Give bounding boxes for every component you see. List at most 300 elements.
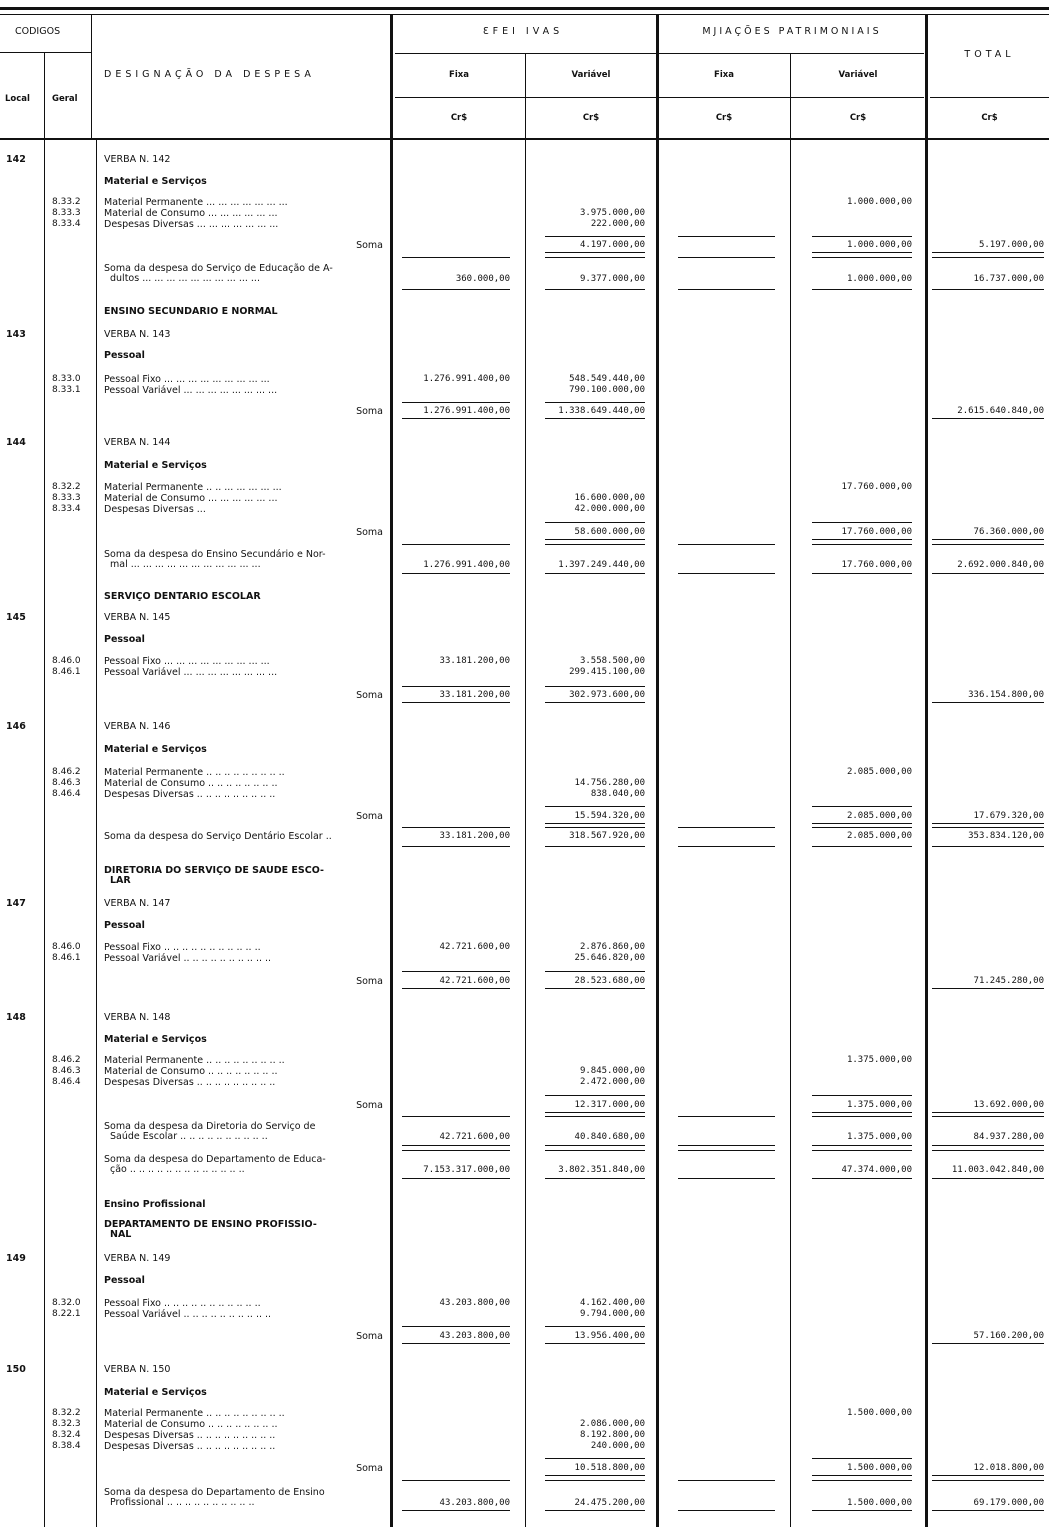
top-rule (0, 7, 1049, 10)
value-mv: 1.000.000,00 (846, 240, 912, 250)
item-description: Material e Serviços (104, 744, 207, 755)
code-geral: 8.32.2 (52, 1408, 81, 1418)
value-mv: 47.374.000,00 (841, 1165, 912, 1175)
sum-rule-mv (812, 1480, 912, 1481)
item-description: Pessoal (104, 350, 145, 361)
sum-rule-ev (545, 539, 645, 540)
sum-rule-total (932, 252, 1044, 253)
sum-rule-mv (812, 573, 912, 574)
soma-label: Soma (356, 240, 383, 251)
value-mv: 2.085.000,00 (846, 811, 912, 821)
sum-rule-mv (812, 806, 912, 807)
sum-rule-ef (402, 1480, 510, 1481)
value-ev: 42.000.000,00 (574, 504, 645, 514)
sum-rule-ev (545, 1116, 645, 1117)
sum-rule-total (932, 702, 1044, 703)
value-ev: 9.845.000,00 (579, 1066, 645, 1076)
sum-rule-total (932, 1150, 1044, 1151)
code-geral: 8.22.1 (52, 1309, 81, 1319)
value-ev: 240.000,00 (590, 1441, 645, 1451)
sum-rule-mv (812, 289, 912, 290)
sum-rule-ev (545, 827, 645, 828)
header-mutacoes-fixa: Fixa (714, 70, 734, 80)
code-geral: 8.38.4 (52, 1441, 81, 1451)
sum-rule-ev (545, 988, 645, 989)
sum-rule-ev (545, 971, 645, 972)
item-description: DIRETORIA DO SERVIÇO DE SAUDE ESCO- (104, 865, 324, 876)
item-description: Material Permanente .. .. .. .. .. .. .. .. .. (104, 1055, 285, 1066)
value-ev: 838.040,00 (590, 789, 645, 799)
item-description: Material Permanente .. .. .. .. .. .. .. .. .. (104, 1408, 285, 1419)
value-ev: 1.338.649.440,00 (558, 406, 645, 416)
value-ev: 8.192.800,00 (579, 1430, 645, 1440)
code-geral: 8.33.3 (52, 208, 81, 218)
header-currency-mf: Cr$ (715, 113, 733, 123)
item-description-cont: LAR (110, 875, 131, 886)
header-mutacoes-variavel: Variável (838, 70, 878, 80)
sum-rule-ev (545, 236, 645, 237)
item-description: Soma da despesa do Serviço de Educação de A- (104, 263, 333, 274)
value-mv: 1.500.000,00 (846, 1498, 912, 1508)
item-description: Soma da despesa do Serviço Dentário Escolar .. (104, 831, 332, 842)
item-description: Pessoal Fixo ... ... ... ... ... ... ... ... ... (104, 656, 270, 667)
sum-rule-ev (545, 702, 645, 703)
value-ef: 33.181.200,00 (439, 690, 510, 700)
sum-rule-mv (812, 252, 912, 253)
item-description: Pessoal Variável .. .. .. .. .. .. .. .. .. .. (104, 953, 272, 964)
code-geral: 8.32.3 (52, 1419, 81, 1429)
header-geral: Geral (52, 94, 78, 104)
sum-rule-ev (545, 686, 645, 687)
value-total: 84.937.280,00 (973, 1132, 1044, 1142)
soma-label: Soma (356, 976, 383, 987)
code-geral: 8.46.4 (52, 1077, 81, 1087)
code-geral: 8.46.0 (52, 656, 81, 666)
value-mv: 1.500.000,00 (846, 1463, 912, 1473)
item-description: Material Permanente ... ... ... ... ... ... ... (104, 197, 288, 208)
sum-rule-total (932, 539, 1044, 540)
item-description: Material Permanente .. .. .. .. .. .. .. .. .. (104, 767, 285, 778)
sum-rule-ef (402, 1178, 510, 1179)
sum-rule-ev (545, 1326, 645, 1327)
code-geral: 8.33.4 (52, 504, 81, 514)
value-mv: 1.000.000,00 (846, 197, 912, 207)
sum-rule-mf (678, 846, 775, 847)
sum-rule-ef (402, 1150, 510, 1151)
sum-rule-mv (812, 846, 912, 847)
header-rule-sub (395, 97, 924, 98)
value-ev: 4.162.400,00 (579, 1298, 645, 1308)
item-description: Material de Consumo .. .. .. .. .. .. .. .. (104, 1066, 278, 1077)
code-geral: 8.33.0 (52, 374, 81, 384)
sum-rule-total (932, 1145, 1044, 1146)
sum-rule-total (932, 1475, 1044, 1476)
sum-rule-ev (545, 257, 645, 258)
item-description-cont: dultos ... ... ... ... ... ... ... ... ... ... (110, 273, 260, 284)
sum-rule-mf (678, 1178, 775, 1179)
vrule-local-header (44, 52, 45, 140)
value-mv: 17.760.000,00 (841, 560, 912, 570)
sum-rule-mv (812, 1095, 912, 1096)
item-description: Material e Serviços (104, 1034, 207, 1045)
item-description: Despesas Diversas ... (104, 504, 206, 515)
value-total: 336.154.800,00 (968, 690, 1044, 700)
soma-label: Soma (356, 1463, 383, 1474)
item-description: VERBA N. 143 (104, 329, 171, 340)
sum-rule-mf (678, 257, 775, 258)
sum-rule-ef (402, 257, 510, 258)
item-description: Pessoal Variável .. .. .. .. .. .. .. .. .. .. (104, 1309, 272, 1320)
sum-rule-mf (678, 1480, 775, 1481)
value-ev: 14.756.280,00 (574, 778, 645, 788)
item-description: Material de Consumo .. .. .. .. .. .. .. .. (104, 1419, 278, 1430)
soma-label: Soma (356, 1331, 383, 1342)
item-description: DEPARTAMENTO DE ENSINO PROFISSIO- (104, 1219, 317, 1230)
value-ev: 1.397.249.440,00 (558, 560, 645, 570)
soma-label: Soma (356, 690, 383, 701)
value-mv: 17.760.000,00 (841, 482, 912, 492)
code-geral: 8.46.2 (52, 767, 81, 777)
sum-rule-ef (402, 1326, 510, 1327)
value-ev: 2.472.000,00 (579, 1077, 645, 1087)
sum-rule-mf (678, 1145, 775, 1146)
item-description: Material e Serviços (104, 1387, 207, 1398)
item-description: Despesas Diversas ... ... ... ... ... ... ... (104, 219, 279, 230)
sum-rule-mv (812, 1178, 912, 1179)
item-description: VERBA N. 147 (104, 898, 171, 909)
value-mv: 2.085.000,00 (846, 831, 912, 841)
sum-rule-total (932, 1116, 1044, 1117)
header-rule-groups (395, 53, 924, 54)
value-ev: 3.975.000,00 (579, 208, 645, 218)
item-description: Material Permanente .. .. ... ... ... ... ... (104, 482, 282, 493)
sum-rule-total (932, 418, 1044, 419)
sum-rule-ev (545, 1095, 645, 1096)
value-ef: 42.721.600,00 (439, 942, 510, 952)
code-geral: 8.33.3 (52, 493, 81, 503)
code-local: 144 (6, 437, 26, 448)
value-ev: 12.317.000,00 (574, 1100, 645, 1110)
item-description: Despesas Diversas .. .. .. .. .. .. .. .. .. (104, 1077, 276, 1088)
sum-rule-ev (545, 823, 645, 824)
sum-rule-total (932, 846, 1044, 847)
value-ev: 13.956.400,00 (574, 1331, 645, 1341)
header-codigos: CODIGOS (15, 26, 61, 37)
value-mv: 1.500.000,00 (846, 1408, 912, 1418)
vrule-local (44, 140, 45, 1527)
value-mv: 1.375.000,00 (846, 1055, 912, 1065)
header-designacao: DESIGNAÇÃO DA DESPESA (104, 69, 315, 80)
item-description: Pessoal Fixo ... ... ... ... ... ... ... ... ... (104, 374, 270, 385)
item-description: Material de Consumo .. .. .. .. .. .. .. .. (104, 778, 278, 789)
sum-rule-ef (402, 988, 510, 989)
value-total: 16.737.000,00 (973, 274, 1044, 284)
value-total: 2.615.640.840,00 (957, 406, 1044, 416)
value-ef: 43.203.800,00 (439, 1498, 510, 1508)
sum-rule-ef (402, 827, 510, 828)
code-local: 143 (6, 329, 26, 340)
item-description: Pessoal (104, 1275, 145, 1286)
sum-rule-ev (545, 1150, 645, 1151)
value-ev: 15.594.320,00 (574, 811, 645, 821)
header-currency-ev: Cr$ (582, 113, 600, 123)
item-description: Pessoal Fixo .. .. .. .. .. .. .. .. .. .. .. (104, 942, 261, 953)
sum-rule-ef (402, 846, 510, 847)
item-description: ENSINO SECUNDARIO E NORMAL (104, 306, 278, 317)
item-description: Material de Consumo ... ... ... ... ... ... (104, 493, 278, 504)
value-total: 13.692.000,00 (973, 1100, 1044, 1110)
sum-rule-total (932, 988, 1044, 989)
sum-rule-ev (545, 1480, 645, 1481)
value-ev: 24.475.200,00 (574, 1498, 645, 1508)
item-description: VERBA N. 146 (104, 721, 171, 732)
value-total: 76.360.000,00 (973, 527, 1044, 537)
item-description: Pessoal Variável ... ... ... ... ... ... ... ... (104, 667, 278, 678)
item-description: Despesas Diversas .. .. .. .. .. .. .. .. .. (104, 789, 276, 800)
sum-rule-ev (545, 544, 645, 545)
item-description-cont: mal ... ... ... ... ... ... ... ... ... ... ... (110, 559, 261, 570)
soma-label: Soma (356, 1100, 383, 1111)
sum-rule-ef (402, 686, 510, 687)
value-ev: 16.600.000,00 (574, 493, 645, 503)
value-ev: 9.794.000,00 (579, 1309, 645, 1319)
value-total: 12.018.800,00 (973, 1463, 1044, 1473)
code-geral: 8.32.4 (52, 1430, 81, 1440)
item-description: Soma da despesa da Diretoria do Serviço de (104, 1121, 316, 1132)
sum-rule-ev (545, 418, 645, 419)
sum-rule-ev (545, 1458, 645, 1459)
code-geral: 8.46.1 (52, 953, 81, 963)
soma-label: Soma (356, 811, 383, 822)
value-total: 57.160.200,00 (973, 1331, 1044, 1341)
header-currency-total: Cr$ (981, 113, 998, 123)
sum-rule-mf (678, 1150, 775, 1151)
sum-rule-mv (812, 1510, 912, 1511)
value-total: 2.692.000.840,00 (957, 560, 1044, 570)
header-local: Local (5, 94, 30, 104)
sum-rule-mv (812, 1458, 912, 1459)
value-total: 17.679.320,00 (973, 811, 1044, 821)
value-ef: 1.276.991.400,00 (423, 560, 510, 570)
value-ev: 2.086.000,00 (579, 1419, 645, 1429)
value-ef: 1.276.991.400,00 (423, 374, 510, 384)
item-description: VERBA N. 144 (104, 437, 171, 448)
value-ev: 318.567.920,00 (569, 831, 645, 841)
value-ev: 9.377.000,00 (579, 274, 645, 284)
value-mv: 1.000.000,00 (846, 274, 912, 284)
sum-rule-ev (545, 402, 645, 403)
item-description: Pessoal Fixo .. .. .. .. .. .. .. .. .. .. .. (104, 1298, 261, 1309)
value-ev: 10.518.800,00 (574, 1463, 645, 1473)
sum-rule-ef (402, 573, 510, 574)
value-ev: 28.523.680,00 (574, 976, 645, 986)
sum-rule-ef (402, 418, 510, 419)
sum-rule-ev (545, 1145, 645, 1146)
code-geral: 8.46.0 (52, 942, 81, 952)
sum-rule-mv (812, 827, 912, 828)
sum-rule-mf (678, 236, 775, 237)
value-ef: 42.721.600,00 (439, 1132, 510, 1142)
sum-rule-mf (678, 573, 775, 574)
value-ev: 3.558.500,00 (579, 656, 645, 666)
value-ev: 3.802.351.840,00 (558, 1165, 645, 1175)
item-description: VERBA N. 142 (104, 154, 171, 165)
item-description-cont: Profissional .. .. .. .. .. .. .. .. .. .. (110, 1497, 255, 1508)
sum-rule-mf (678, 1116, 775, 1117)
value-ev: 548.549.440,00 (569, 374, 645, 384)
code-geral: 8.46.3 (52, 778, 81, 788)
code-geral: 8.46.3 (52, 1066, 81, 1076)
item-description: VERBA N. 145 (104, 612, 171, 623)
value-ef: 1.276.991.400,00 (423, 406, 510, 416)
sum-rule-mf (678, 544, 775, 545)
code-geral: 8.33.4 (52, 219, 81, 229)
code-local: 145 (6, 612, 26, 623)
value-total: 71.245.280,00 (973, 976, 1044, 986)
value-ev: 40.840.680,00 (574, 1132, 645, 1142)
value-ev: 25.646.820,00 (574, 953, 645, 963)
value-total: 69.179.000,00 (973, 1498, 1044, 1508)
item-description: Despesas Diversas .. .. .. .. .. .. .. .. .. (104, 1430, 276, 1441)
sum-rule-mv (812, 823, 912, 824)
sum-rule-total (932, 1343, 1044, 1344)
sum-rule-ev (545, 289, 645, 290)
item-description: VERBA N. 150 (104, 1364, 171, 1375)
item-description: Pessoal (104, 920, 145, 931)
header-efetivas: ƐFEI IVAS (482, 26, 564, 37)
value-total: 353.834.120,00 (968, 831, 1044, 841)
sum-rule-ev (545, 252, 645, 253)
sum-rule-mv (812, 1475, 912, 1476)
sum-rule-mf (678, 827, 775, 828)
value-total: 5.197.000,00 (978, 240, 1044, 250)
value-mv: 1.375.000,00 (846, 1132, 912, 1142)
sum-rule-mv (812, 544, 912, 545)
header-rule-codigos (0, 52, 91, 53)
item-description: Soma da despesa do Departamento de Ensino (104, 1487, 325, 1498)
sum-rule-total (932, 823, 1044, 824)
sum-rule-ev (545, 522, 645, 523)
sum-rule-mv (812, 236, 912, 237)
item-description: Soma da despesa do Departamento de Educa- (104, 1154, 326, 1165)
value-ef: 43.203.800,00 (439, 1298, 510, 1308)
value-ev: 2.876.860,00 (579, 942, 645, 952)
sum-rule-mv (812, 1112, 912, 1113)
value-mv: 2.085.000,00 (846, 767, 912, 777)
sum-rule-ev (545, 573, 645, 574)
sum-rule-ev (545, 1178, 645, 1179)
top-rule-thin (0, 14, 1049, 15)
value-ev: 790.100.000,00 (569, 385, 645, 395)
sum-rule-mf (678, 1510, 775, 1511)
sum-rule-ev (545, 806, 645, 807)
sum-rule-ev (545, 846, 645, 847)
code-geral: 8.33.2 (52, 197, 81, 207)
sum-rule-mf (678, 289, 775, 290)
sum-rule-ef (402, 1343, 510, 1344)
code-geral: 8.33.1 (52, 385, 81, 395)
soma-label: Soma (356, 527, 383, 538)
value-ev: 222.000,00 (590, 219, 645, 229)
sum-rule-total (932, 1510, 1044, 1511)
sum-rule-ef (402, 289, 510, 290)
code-local: 147 (6, 898, 26, 909)
sum-rule-ef (402, 702, 510, 703)
sum-rule-ev (545, 1510, 645, 1511)
item-description: Material e Serviços (104, 460, 207, 471)
vrule-ev (656, 14, 659, 1527)
sum-rule-ev (545, 1112, 645, 1113)
code-geral: 8.32.2 (52, 482, 81, 492)
header-mutacoes: MJIAÇÕES PATRIMONIAIS (702, 26, 882, 37)
value-ef: 360.000,00 (455, 274, 510, 284)
sum-rule-ef (402, 544, 510, 545)
item-description: Pessoal (104, 634, 145, 645)
sum-rule-total (932, 827, 1044, 828)
sum-rule-ef (402, 971, 510, 972)
header-efetivas-fixa: Fixa (449, 70, 469, 80)
value-ef: 42.721.600,00 (439, 976, 510, 986)
sum-rule-total (932, 1178, 1044, 1179)
value-total: 11.003.042.840,00 (951, 1165, 1044, 1175)
value-ev: 58.600.000,00 (574, 527, 645, 537)
sum-rule-ef (402, 1510, 510, 1511)
sum-rule-total (932, 289, 1044, 290)
code-local: 149 (6, 1253, 26, 1264)
item-description: Pessoal Variável ... ... ... ... ... ... ... ... (104, 385, 278, 396)
sum-rule-mv (812, 257, 912, 258)
code-geral: 8.46.4 (52, 789, 81, 799)
sum-rule-ef (402, 402, 510, 403)
value-ef: 33.181.200,00 (439, 831, 510, 841)
item-description: VERBA N. 148 (104, 1012, 171, 1023)
value-ef: 33.181.200,00 (439, 656, 510, 666)
item-description: Despesas Diversas .. .. .. .. .. .. .. .. .. (104, 1441, 276, 1452)
item-description-cont: Saúde Escolar .. .. .. .. .. .. .. .. .. .. (110, 1131, 268, 1142)
code-local: 148 (6, 1012, 26, 1023)
header-rule-total (930, 97, 1049, 98)
header-currency-ef: Cr$ (450, 113, 468, 123)
sum-rule-mv (812, 539, 912, 540)
item-description-cont: ção .. .. .. .. .. .. .. .. .. .. .. .. .. (110, 1164, 245, 1175)
value-ev: 299.415.100,00 (569, 667, 645, 677)
vrule-codes-header (91, 14, 92, 140)
item-description: Ensino Profissional (104, 1199, 206, 1210)
sum-rule-total (932, 257, 1044, 258)
value-ev: 4.197.000,00 (579, 240, 645, 250)
item-description: Material e Serviços (104, 176, 207, 187)
code-local: 142 (6, 154, 26, 165)
header-efetivas-variavel: Variável (571, 70, 611, 80)
item-description-cont: NAL (110, 1229, 132, 1240)
sum-rule-mv (812, 1145, 912, 1146)
item-description: Material de Consumo ... ... ... ... ... ... (104, 208, 278, 219)
sum-rule-mv (812, 1150, 912, 1151)
code-geral: 8.32.0 (52, 1298, 81, 1308)
soma-label: Soma (356, 406, 383, 417)
item-description: SERVIÇO DENTARIO ESCOLAR (104, 591, 261, 602)
value-ev: 302.973.600,00 (569, 690, 645, 700)
sum-rule-ef (402, 1145, 510, 1146)
code-geral: 8.46.1 (52, 667, 81, 677)
value-ef: 7.153.317.000,00 (423, 1165, 510, 1175)
vrule-geral (96, 140, 97, 1527)
sum-rule-ev (545, 1475, 645, 1476)
sum-rule-ev (545, 1343, 645, 1344)
sum-rule-total (932, 1112, 1044, 1113)
sum-rule-ef (402, 1116, 510, 1117)
sum-rule-total (932, 1480, 1044, 1481)
